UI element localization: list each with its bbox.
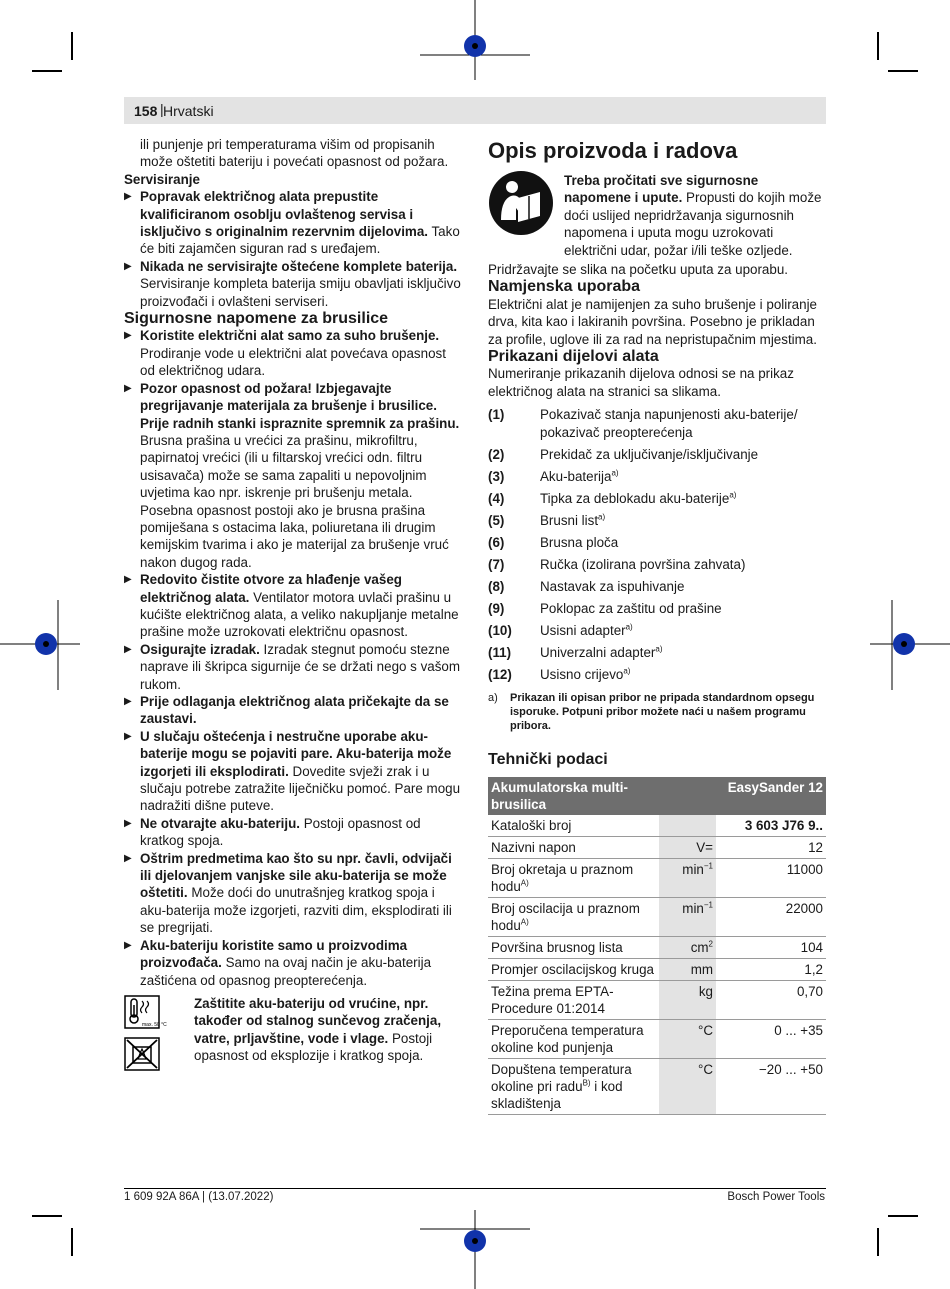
part-text: Aku-baterija [540, 468, 612, 484]
tech-unit-text: mm [690, 961, 713, 977]
part-sup: a) [729, 490, 737, 500]
bullet-triangle-icon: ▶ [124, 817, 132, 829]
registration-mark-left-icon [0, 600, 80, 690]
bullet-item [124, 693, 464, 728]
tech-unit-text: °C [697, 1022, 713, 1038]
protect-icons [124, 995, 194, 1076]
tech-label-text: Preporučena temperatura okoline kod punjenja [491, 1022, 644, 1055]
part-label [540, 622, 826, 639]
parts-list [488, 406, 826, 683]
tech-head-value: EasySander 12 [716, 777, 826, 815]
part-number: (3) [488, 468, 505, 484]
tech-table-head [488, 777, 826, 815]
bullet-bold-text: Osigurajte izradak. [140, 641, 260, 657]
tech-table-row [488, 980, 826, 1019]
part-text: Usisno crijevo [540, 666, 624, 682]
bullet-item [124, 937, 464, 989]
tech-table-row [488, 836, 826, 858]
tech-value: 0 ... +35 [716, 1019, 826, 1058]
protect-text [194, 995, 464, 1076]
part-item [488, 512, 826, 529]
bullet-triangle-icon: ▶ [124, 696, 132, 707]
bullet-triangle-icon: ▶ [124, 939, 132, 951]
registration-mark-top-icon [420, 0, 530, 80]
part-text: Tipka za deblokadu aku-baterije [540, 490, 730, 506]
part-sup: a) [625, 622, 633, 632]
part-number: (1) [488, 407, 505, 423]
tech-label-sup: A) [520, 878, 529, 888]
part-text: Poklopac za zaštitu od prašine [540, 600, 722, 616]
tech-value: 22000 [716, 897, 826, 936]
warning-normal: Propusti do kojih može doći uslijed nepridržavanja sigurnosnih napomena i uputa mogu uzrokovati električni udar, požar i/ili teške ozljede. [564, 190, 822, 258]
part-number: (8) [488, 578, 505, 594]
right-column [488, 138, 826, 1115]
part-label [540, 490, 826, 507]
part-item [488, 600, 826, 617]
tech-label-sup: B) [582, 1078, 591, 1088]
footnote-mark: a) [488, 692, 498, 705]
page-header-bar [124, 97, 826, 124]
bullet-triangle-icon: ▶ [124, 574, 132, 586]
bullet-normal-text: Može doći do unutrašnjeg kratkog spoja i aku-baterija može izgorjeti, razviti dim, eksplodirati ili se pregrijati. [140, 885, 452, 936]
bullet-normal-text: Samo na ovaj način je aku-baterija zaštićena od opasnog preopterećenja. [140, 955, 432, 988]
part-text: Univerzalni adapter [540, 644, 656, 660]
parts-intro: Numeriranje prikazanih dijelova odnosi se na prikaz električnog alata na stranici sa slikama. [488, 366, 794, 399]
safety-heading: Sigurnosne napomene za brusilice [124, 310, 389, 328]
bullet-item [124, 380, 464, 571]
part-number: (10) [488, 622, 512, 638]
intended-heading: Namjenska uporaba [488, 278, 641, 296]
tech-label [488, 958, 659, 980]
part-item [488, 578, 826, 595]
bullet-normal-text: Servisiranje kompleta baterija smiju obavljati isključivo proizvođači i ovlašteni serviseri. [140, 276, 461, 309]
bullet-bold-text: U slučaju oštećenja i nestručne uporabe aku-baterije mogu se pojaviti pare. Aku-baterija može izgorjeti ili eksplodirati. [140, 728, 452, 779]
tech-value: 0,70 [716, 980, 826, 1019]
bullet-item [124, 571, 464, 641]
part-text: Prekidač za uključivanje/isključivanje [540, 446, 759, 462]
part-text: Brusna ploča [540, 534, 619, 550]
part-number: (9) [488, 600, 505, 616]
tech-label-text: Nazivni napon [491, 839, 576, 855]
bullet-item [124, 641, 464, 693]
part-number: (6) [488, 534, 505, 550]
tech-value: 12 [716, 836, 826, 858]
protect-normal: Postoji opasnost od eksplozije i kratkog spoja. [194, 1030, 433, 1064]
footnote-text: Prikazan ili opisan pribor ne pripada standardnom opsegu isporuke. Potpuni pribor možete naći u našem programu pribora. [510, 692, 815, 733]
crop-mark-tl-h [32, 70, 62, 72]
tech-unit-text: min [682, 861, 704, 877]
tech-unit [659, 1019, 716, 1058]
crop-mark-br-h [888, 1215, 918, 1217]
tech-unit-text: cm [690, 939, 709, 955]
part-item [488, 622, 826, 639]
tech-head-unit [659, 777, 716, 815]
part-sup: a) [655, 644, 663, 654]
bullet-bold-text: Ne otvarajte aku-bateriju. [140, 815, 300, 831]
tech-table-row [488, 858, 826, 897]
bullet-item [124, 728, 464, 815]
part-item [488, 534, 826, 551]
bullet-bold-text: Oštrim predmetima kao što su npr. čavli, odvijači ili djelovanjem vanjske sile aku-baterija se može oštetiti. [140, 850, 452, 901]
bullet-triangle-icon: ▶ [124, 260, 132, 272]
safety-list [124, 327, 464, 988]
left-column [124, 136, 464, 1076]
registration-mark-right-icon [870, 600, 950, 690]
part-number: (11) [488, 644, 512, 660]
part-number: (12) [488, 666, 512, 682]
part-item [488, 666, 826, 683]
header-separator: | [160, 101, 164, 117]
part-text: Ručka (izolirana površina zahvata) [540, 556, 746, 572]
no-fire-water-icon [124, 1037, 160, 1071]
crop-mark-tl-v [71, 32, 73, 60]
warning-bold: Treba pročitati sve sigurnosne napomene i upute. [564, 173, 759, 206]
tech-label [488, 897, 659, 936]
warning-text [564, 172, 826, 259]
tech-unit-sup: 2 [708, 939, 713, 949]
tech-label-text: Težina prema EPTA-Procedure 01:2014 [491, 983, 614, 1016]
tech-value: 3 603 J76 9.. [716, 815, 826, 837]
service-heading: Servisiranje [124, 171, 200, 187]
crop-mark-br-v [877, 1228, 879, 1256]
part-label [540, 600, 826, 617]
tech-table-row [488, 897, 826, 936]
registration-mark-bottom-icon [420, 1210, 530, 1289]
tech-label [488, 936, 659, 958]
crop-mark-bl-h [32, 1215, 62, 1217]
bullet-triangle-icon: ▶ [124, 191, 132, 203]
bullet-normal-text: Prodiranje vode u električni alat povećava opasnost od električnog udara. [140, 345, 446, 379]
bullet-normal-text: Izradak stegnut pomoću stezne naprave ili škripca sigurnije će se držati nego s vašom rukom. [140, 641, 461, 692]
page-language: Hrvatski [163, 103, 214, 119]
protect-bold: Zaštitite aku-bateriju od vrućine, npr. također od stalnog sunčevog zračenja, vatre, prljavštine, vode i vlage. [194, 995, 442, 1046]
tech-label [488, 836, 659, 858]
part-label [540, 468, 826, 485]
intro-text: ili punjenje pri temperaturama višim od propisanih može oštetiti bateriju i povećati opasnost od požara. [140, 137, 449, 170]
bullet-triangle-icon: ▶ [124, 730, 132, 742]
bullet-bold-text: Redovito čistite otvore za hlađenje vašeg električnog alata. [140, 572, 402, 605]
tech-unit [659, 980, 716, 1019]
footnote [488, 691, 826, 733]
bullet-bold-text: Popravak električnog alata prepustite kvalificiranom osoblju ovlaštenog servisa i isključivo s originalnim rezervnim dijelovima. [140, 189, 428, 240]
part-sup: a) [611, 468, 619, 478]
tech-unit [659, 815, 716, 837]
part-label [540, 512, 826, 529]
bullet-item [124, 258, 464, 310]
bullet-normal-text: Dovedite svježi zrak i u slučaju potrebe zatražite liječničku pomoć. Pare mogu nadražiti dišne puteve. [140, 763, 461, 814]
part-item [488, 644, 826, 661]
tech-unit [659, 897, 716, 936]
footer-doc-number: 1 609 92A 86A | (13.07.2022) [124, 1191, 274, 1203]
tech-label [488, 1019, 659, 1058]
temperature-icon-label: max. 50 °C [142, 1021, 167, 1028]
bullet-bold-text: Prije odlaganja električnog alata pričekajte da se zaustavi. [140, 694, 449, 727]
part-sup: a) [598, 512, 606, 522]
part-sup: a) [623, 666, 631, 676]
tech-value: 11000 [716, 858, 826, 897]
tech-table-row [488, 958, 826, 980]
part-number: (4) [488, 490, 505, 506]
tech-label [488, 858, 659, 897]
warning-notice [488, 172, 826, 259]
part-label [540, 644, 826, 661]
tech-label-text: Kataloški broj [491, 817, 572, 833]
tech-unit [659, 836, 716, 858]
parts-heading: Prikazani dijelovi alata [488, 348, 659, 366]
part-text: Nastavak za ispuhivanje [540, 578, 685, 594]
part-label [540, 666, 826, 683]
tech-label-text: Broj okretaja u praznom hodu [491, 861, 634, 894]
bullet-item [124, 850, 464, 937]
tech-label [488, 815, 659, 837]
temperature-warning-icon [124, 995, 167, 1029]
tech-unit-text: V= [696, 839, 713, 855]
tech-heading: Tehnički podaci [488, 751, 608, 769]
tech-unit [659, 1058, 716, 1114]
bullet-bold-text: Pozor opasnost od požara! Izbjegavajte pregrijavanje materijala za brušenje i brusilice. Prije radnih stanki ispraznite spremnik za prašinu. [140, 380, 460, 431]
part-label [540, 446, 826, 463]
tech-value: 1,2 [716, 958, 826, 980]
tech-unit-text: kg [698, 983, 713, 999]
bullet-item [124, 188, 464, 258]
bullet-normal-text: Tako će biti zajamčen siguran rad s uređajem. [140, 224, 460, 257]
service-list [124, 188, 464, 310]
tech-label-sup: A) [520, 917, 529, 927]
crop-mark-tr-h [888, 70, 918, 72]
tech-table-row [488, 815, 826, 837]
tech-label-cont: i kod skladištenja [491, 1078, 623, 1111]
part-item [488, 406, 826, 441]
tech-unit [659, 958, 716, 980]
part-number: (5) [488, 512, 505, 528]
section-title: Opis proizvoda i radova [488, 138, 738, 163]
protect-notice [124, 995, 464, 1076]
part-item [488, 468, 826, 485]
intended-text: Električni alat je namijenjen za suho brušenje i poliranje drva, kita kao i lakiranih površina. Posebno je prikladan za profile, uglove ili za rad na nepristupačnim mjestima. [488, 296, 817, 347]
part-label [540, 406, 826, 441]
tech-table [488, 777, 826, 1115]
part-label [540, 578, 826, 595]
bullet-item [124, 327, 464, 379]
tech-label-text: Broj oscilacija u praznom hodu [491, 900, 640, 933]
tech-label [488, 980, 659, 1019]
follow-text: Pridržavajte se slika na početku uputa za uporabu. [488, 262, 788, 278]
tech-label-text: Promjer oscilacijskog kruga [491, 961, 654, 977]
bullet-bold-text: Nikada ne servisirajte oštećene komplete baterija. [140, 258, 458, 274]
bullet-normal-text: Ventilator motora uvlači prašinu u kućište električnog alata, a veliko nakupljanje metalne prašine može uzrokovati električnu opasnost. [140, 589, 459, 640]
bullet-triangle-icon: ▶ [124, 852, 132, 864]
tech-table-row [488, 1019, 826, 1058]
crop-mark-bl-v [71, 1228, 73, 1256]
tech-unit-sup: −1 [703, 900, 713, 910]
tech-unit [659, 858, 716, 897]
bullet-normal-text: Postoji opasnost od kratkog spoja. [140, 815, 421, 849]
part-number: (7) [488, 556, 505, 572]
part-text: Usisni adapter [540, 622, 626, 638]
bullet-triangle-icon: ▶ [124, 643, 132, 655]
tech-table-row [488, 1058, 826, 1114]
tech-table-row [488, 936, 826, 958]
tech-unit [659, 936, 716, 958]
tech-value: −20 ... +50 [716, 1058, 826, 1114]
read-manual-icon [488, 170, 554, 236]
bullet-bold-text: Koristite električni alat samo za suho brušenje. [140, 328, 440, 344]
bullet-item [124, 815, 464, 850]
footer-rule [124, 1188, 826, 1189]
crop-mark-tr-v [877, 32, 879, 60]
part-text: Pokazivač stanja napunjenosti aku-baterije/ pokazivač preopterećenja [540, 407, 798, 440]
footer-brand: Bosch Power Tools [727, 1191, 825, 1203]
tech-head-label: Akumulatorska multi-brusilica [488, 777, 659, 815]
part-item [488, 556, 826, 573]
part-item [488, 490, 826, 507]
bullet-bold-text: Aku-bateriju koristite samo u proizvodima proizvođača. [140, 937, 408, 971]
part-label [540, 534, 826, 551]
bullet-triangle-icon: ▶ [124, 382, 132, 394]
part-number: (2) [488, 446, 505, 462]
tech-label-text: Površina brusnog lista [491, 939, 623, 955]
tech-unit-sup: −1 [703, 861, 713, 871]
part-label [540, 556, 826, 573]
tech-label-text: Dopuštena temperatura okoline pri radu [491, 1061, 632, 1094]
tech-value: 104 [716, 936, 826, 958]
tech-label [488, 1058, 659, 1114]
bullet-triangle-icon: ▶ [124, 330, 132, 342]
bullet-normal-text: Brusna prašina u vrećici za prašinu, mikrofiltru, papirnatoj vrećici (ili u filtarskoj vrećici odn. filtru usisavača) može se sama zapaliti u nepovoljnim uvjetima kao npr. iskrenje pri brušenju metala. Posebna opasnost postoji ako je brusna prašina pomiješana s ostacima laka, poliuretana ili drugim kemijskim tvarima i ako je materijal za brušenje vruć nakon dugog rada. [140, 432, 449, 570]
tech-unit-text: °C [697, 1061, 713, 1077]
part-item [488, 446, 826, 463]
part-text: Brusni list [540, 512, 599, 528]
tech-unit-text: min [682, 900, 704, 916]
page-number: 158 [134, 103, 158, 119]
